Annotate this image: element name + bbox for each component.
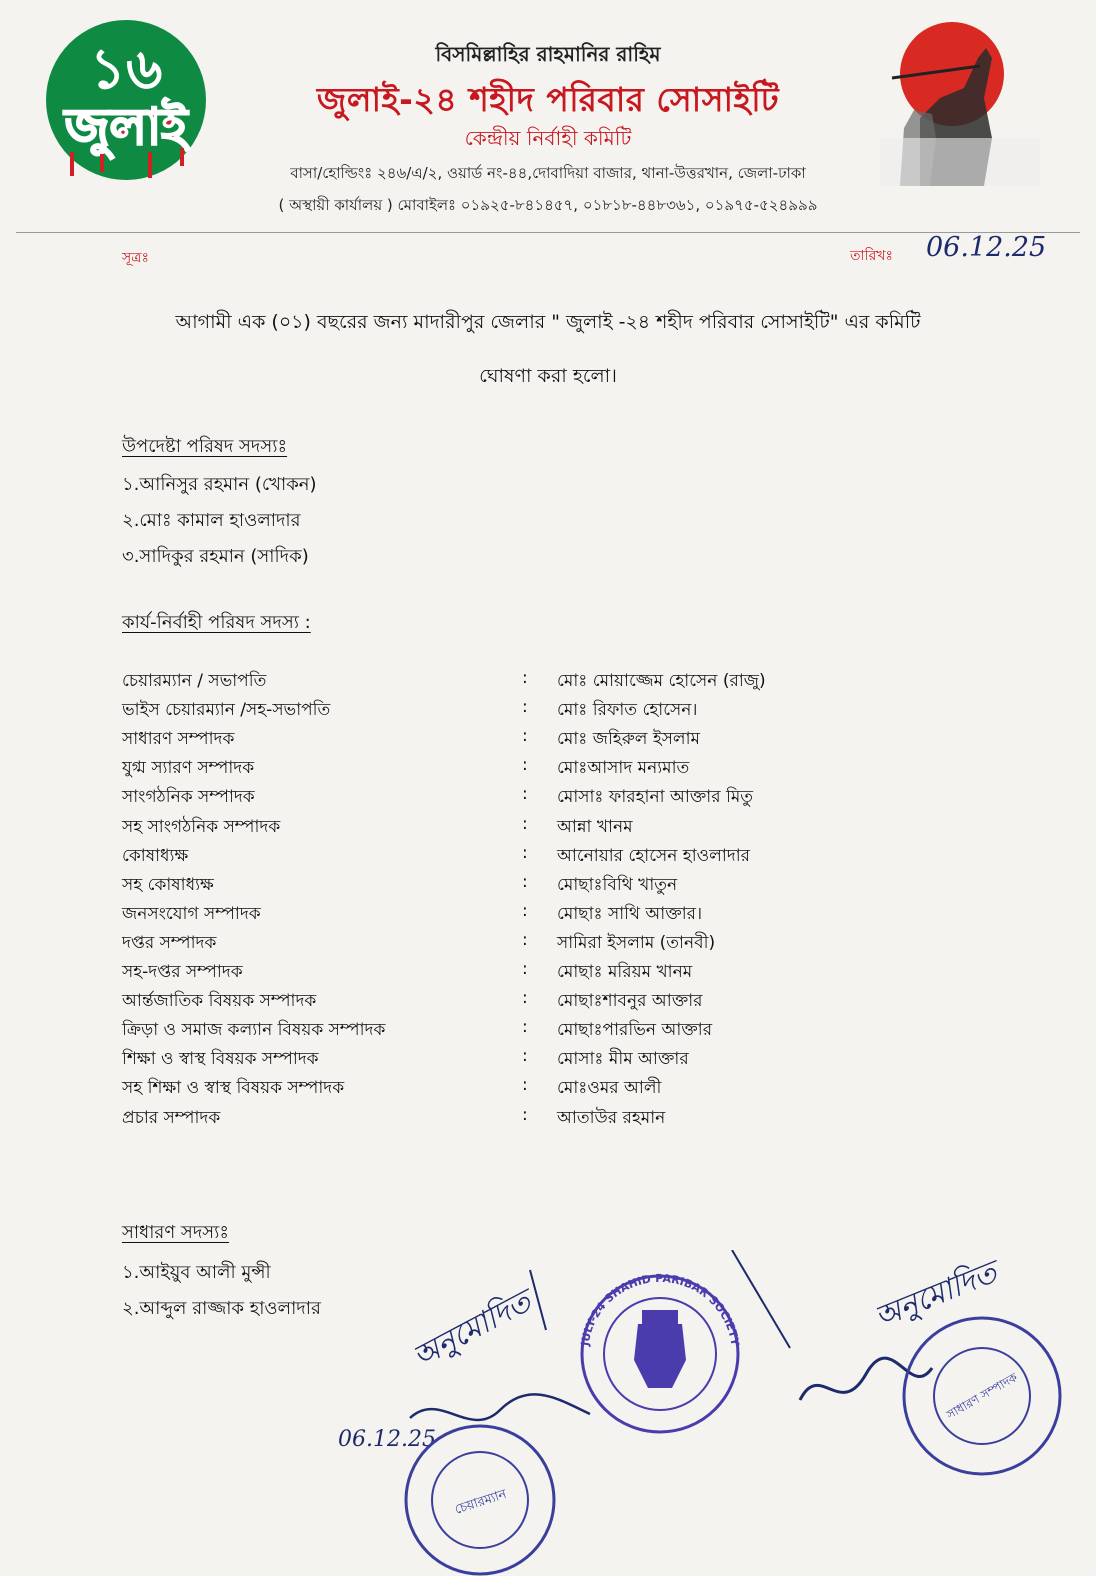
executive-row [122,784,942,814]
position-title: সহ-দপ্তর সম্পাদক [122,962,243,982]
separator-colon: : [522,988,528,1009]
chairman-seal [406,1426,554,1574]
logo-number: ১৬ [89,37,163,102]
reference-label: সূত্রঃ [122,250,149,266]
advisory-member: ৩.সাদিকুর রহমান (সাদিক) [122,546,309,567]
secretary-seal-text: সাধারণ সম্পাদক [944,1370,1020,1422]
position-title: যুগ্ম স্যারণ সম্পাদক [122,758,255,779]
separator-colon: : [522,900,528,921]
executive-row [122,872,942,902]
position-title: প্রচার সম্পাদক [122,1107,221,1128]
separator-colon: : [522,929,528,950]
executive-row [122,668,942,698]
chairman-seal-text: চেয়ারম্যান [453,1486,509,1518]
member-name: আন্না খানম [557,816,633,837]
position-title: সাংগঠনিক সম্পাদক [122,787,255,808]
position-title: দপ্তর সম্পাদক [122,932,217,953]
secretary-seal [904,1318,1060,1474]
executive-row [122,959,942,989]
position-title: সহ সাংগঠনিক সম্পাদক [122,816,281,837]
position-title: ভাইস চেয়ারম্যান /সহ-সভাপতি [122,700,331,721]
position-title: শিক্ষা ও স্বাস্থ বিষয়ক সম্পাদক [122,1049,319,1070]
separator-colon: : [522,697,528,718]
executive-row [122,1105,942,1135]
executive-title: কার্য-নির্বাহী পরিষদ সদস্য : [122,612,311,633]
committee-name: কেন্দ্রীয় নির্বাহী কমিটি [464,126,632,150]
member-name: মোসাঃ ফারহানা আক্তার মিতু [557,787,754,808]
advisory-title: উপদেষ্টা পরিষদ সদস্যঃ [122,436,288,457]
executive-row [122,930,942,960]
logo-word: জুলাই [64,98,188,156]
member-name: মোঃ মোয়াজ্জেম হোসেন (রাজু) [557,671,766,691]
header-divider [16,232,1080,233]
position-title: আর্ন্তজাতিক বিষয়ক সম্পাদক [122,991,317,1012]
executive-row [122,697,942,727]
separator-colon: : [522,1017,528,1038]
position-title: ক্রিড়া ও সমাজ কল্যান বিষয়ক সম্পাদক [122,1020,386,1041]
approved-text-left: অনুমোদিত [407,1283,537,1376]
advisory-member: ২.মোঃ কামাল হাওলাদার [122,510,301,531]
member-name: মোছাঃপারভিন আক্তার [557,1020,713,1041]
member-name: মোঃ জহিরুল ইসলাম [557,729,700,750]
executive-row [122,988,942,1018]
member-name: সামিরা ইসলাম (তানবী) [557,932,716,953]
signature-area [320,1250,1080,1576]
general-member: ২.আব্দুল রাজ্জাক হাওলাদার [122,1298,321,1319]
separator-colon: : [522,842,528,863]
member-name: মোছাঃ মরিয়ম খানম [557,962,693,982]
seal-text: JULY-24 SHAHID PARIBAR SOCIETY [578,1271,742,1347]
separator-colon: : [522,755,528,776]
position-title: জনসংযোগ সম্পাদক [122,903,261,924]
member-name: মোছাঃবিথি খাতুন [557,874,678,895]
announcement-line-2: ঘোষণা করা হলো। [479,365,617,387]
announcement-line-1: আগামী এক (০১) বছরের জন্য মাদারীপুর জেলার " জুলাই -২৪ শহীদ পরিবার সোসাইটি" এর কমিটি [175,311,921,333]
separator-colon: : [522,1075,528,1096]
member-name: আতাউর রহমান [557,1107,666,1128]
executive-row [122,901,942,931]
separator-colon: : [522,784,528,805]
member-name: মোছাঃ সাথি আক্তার। [557,903,703,924]
handwritten-date: 06.12.25 [926,232,1047,263]
position-title: কোষাধ্যক্ষ [122,845,189,866]
society-seal [578,1272,741,1432]
separator-colon: : [522,959,528,979]
position-title: সাধারণ সম্পাদক [122,729,235,750]
separator-colon: : [522,1046,528,1067]
protest-emblem [880,18,1040,186]
member-name: মোসাঃ মীম আক্তার [557,1049,689,1070]
position-title: সহ কোষাধ্যক্ষ [122,874,214,895]
separator-colon: : [522,668,528,688]
separator-colon: : [522,726,528,747]
general-title: সাধারণ সদস্যঃ [122,1222,229,1243]
org-address: বাসা/হোল্ডিংঃ ২৪৬/এ/২, ওয়ার্ড নং-৪৪,দোবাদিয়া বাজার, থানা-উত্তরখান, জেলা-ঢাকা [290,164,806,182]
member-name: মোঃওমর আলী [557,1078,662,1099]
executive-row [122,843,942,873]
executive-row [122,1075,942,1105]
executive-row [122,1046,942,1076]
executive-row [122,726,942,756]
advisory-member: ১.আনিসুর রহমান (খোকন) [122,474,317,495]
position-title: সহ শিক্ষা ও স্বাস্থ বিষয়ক সম্পাদক [122,1078,345,1099]
executive-row [122,814,942,844]
date-label: তারিখঃ [850,248,893,264]
position-title: চেয়ারম্যান / সভাপতি [122,671,267,691]
separator-colon: : [522,1104,528,1125]
org-contact: ( অস্থায়ী কার্যালয় ) মোবাইলঃ ০১৯২৫-৮৪১৪৫৭, ০১৮১৮-৪৪৮৩৬১, ০১৯৭৫-৫২৪৯৯৯ [278,196,818,214]
general-member: ১.আইয়ুব আলী মুন্সী [122,1262,271,1283]
member-name: মোঃ রিফাত হোসেন। [557,700,698,721]
signature-date: 06.12.25 [338,1427,436,1452]
separator-colon: : [522,813,528,834]
org-title: জুলাই-২৪ শহীদ পরিবার সোসাইটি [316,80,780,119]
approved-text-right: অনুমোদিত [869,1254,1002,1336]
executive-row [122,1017,942,1047]
separator-colon: : [522,871,528,892]
member-name: আনোয়ার হোসেন হাওলাদার [557,845,750,866]
member-name: মোঃআসাদ মন্যমাত [557,758,690,779]
executive-row [122,755,942,785]
basmala: বিসমিল্লাহির রাহমানির রাহিম [435,42,661,66]
member-name: মোছাঃশাবনুর আক্তার [557,991,703,1012]
